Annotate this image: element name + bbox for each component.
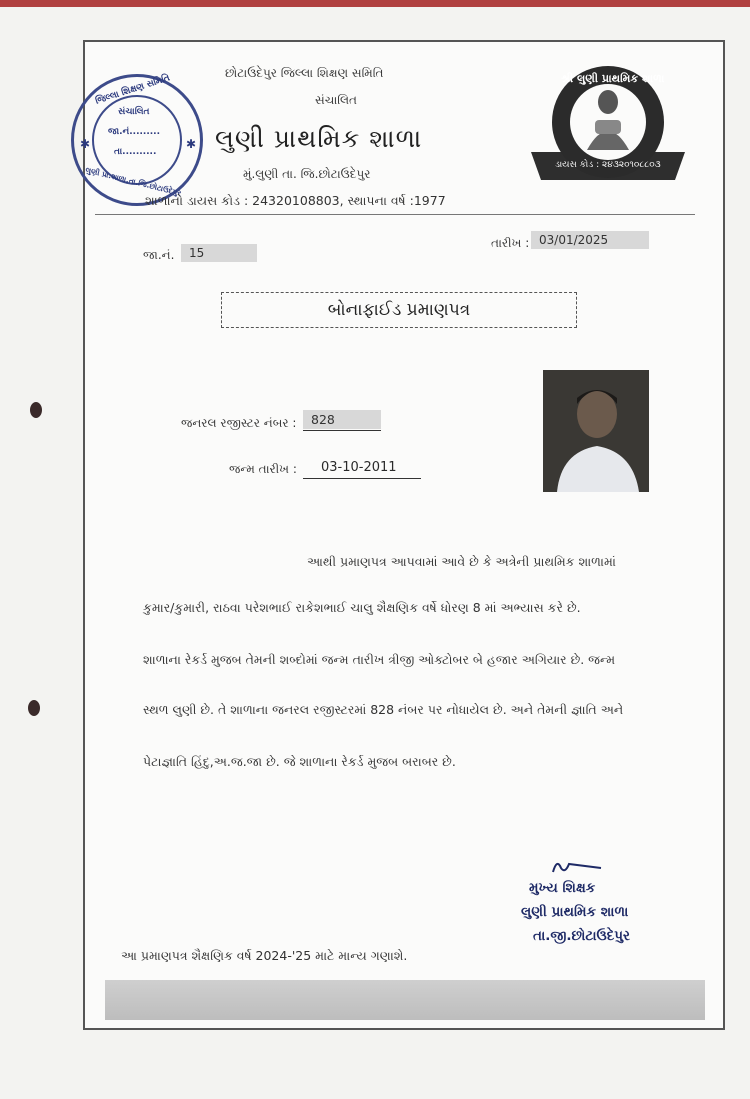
date-value: 03/01/2025 (531, 231, 649, 249)
signature-school: લુણી પ્રાથમિક શાળા (521, 904, 629, 920)
certificate-body-line-2: કુમાર/કુમારી, રાઠવા પરેશભાઈ રાકેશભાઈ ચાલુ શૈક્ષણિક વર્ષે ધોરણ 8 માં અભ્યાસ કરે છે. (143, 600, 581, 615)
birth-date-label: જન્મ તારીખ : (229, 462, 297, 476)
header-divider (95, 214, 695, 215)
certificate-body-line-1: આથી પ્રમાણપત્ર આપવામાં આવે છે કે અત્રેની પ્રાથમિક શાળામાં (307, 554, 616, 569)
school-stamp (71, 74, 203, 206)
stamp-star-icon: ✱ (80, 137, 91, 151)
certificate-title: બોનાફાઈડ પ્રમાણપત્ર (221, 292, 577, 328)
logo-ring-text: શ્રી લુણી પ્રાથમિક શાળા (561, 72, 665, 85)
certificate-page (80, 40, 725, 1030)
logo-bottom-text: ડાયસ કોડ : ૨૪૩૨૦૧૦૮૮૦૩ (555, 160, 661, 170)
register-number-label: જનરલ રજીસ્ટર નંબર : (181, 416, 297, 430)
district-committee-line: છોટાઉદેપુર જિલ્લા શિક્ષણ સમિતિ (225, 66, 384, 80)
certificate-body-line-4: સ્થળ લુણી છે. તે શાળાના જનરલ રજીસ્ટરમાં 828 નંબર પર નોધાયેલ છે. અને તેમની જ્ઞાતિ અને (143, 702, 624, 717)
ref-number-label: જા.નં. (143, 248, 175, 262)
school-name: લુણી પ્રાથમિક શાળા (215, 124, 423, 153)
stamp-star-icon: ✱ (186, 137, 197, 151)
date-label: તારીખ : (491, 236, 530, 250)
principal-signature (547, 854, 607, 882)
validity-note: આ પ્રમાણપત્ર શૈક્ષણિક વર્ષ 2024-'25 માટે માન્ય ગણાશે. (121, 948, 408, 963)
school-address: મું.લુણી તા. જિ.છોટાઉદેપુર (243, 167, 371, 181)
signature-location: તા.જી.છોટાઉદેપુર (533, 928, 630, 944)
school-logo (525, 54, 691, 204)
managed-by-label: સંચાલિત (315, 93, 358, 107)
stamp-line-1: જા.નં......... (108, 127, 161, 137)
stamp-top-text: જિલ્લા શિક્ષણ સમિતિ (94, 73, 172, 107)
register-number-value: 828 (303, 410, 381, 429)
birth-date-underline (303, 478, 421, 479)
footer-shade-bar (105, 980, 705, 1020)
top-edge-strip (0, 0, 750, 7)
certificate-body-line-5: પેટાજ્ઞાતિ હિંદુ,અ.જ.જા છે. જે શાળાના રેકર્ડ મુજબ બરાબર છે. (143, 754, 456, 769)
ref-number-value: 15 (181, 244, 257, 262)
dise-code-line: શાળાનો ડાયસ કોડ : 24320108803, સ્થાપના વર્ષ :1977 (145, 193, 446, 208)
certificate-body-line-3: શાળાના રેકર્ડ મુજબ તેમની શબ્દોમાં જન્મ તારીખ ત્રીજી ઓક્ટોબર બે હજાર અગિયાર છે. જન્મ (143, 652, 616, 667)
signature-title: મુખ્ય શિક્ષક (529, 880, 596, 896)
register-number-underline (303, 430, 381, 431)
stamp-line-2: તા.......... (114, 147, 157, 157)
stamp-bottom-text: લુણી પ્રા.શાળા,તા.જિ.છોટાઉદેપુર (84, 165, 183, 198)
punch-hole-bottom (28, 700, 40, 716)
punch-hole-top (30, 402, 42, 418)
birth-date-value: 03-10-2011 (321, 460, 397, 475)
student-photo (543, 370, 649, 492)
stamp-center-label: સંચાલિત (118, 107, 150, 117)
